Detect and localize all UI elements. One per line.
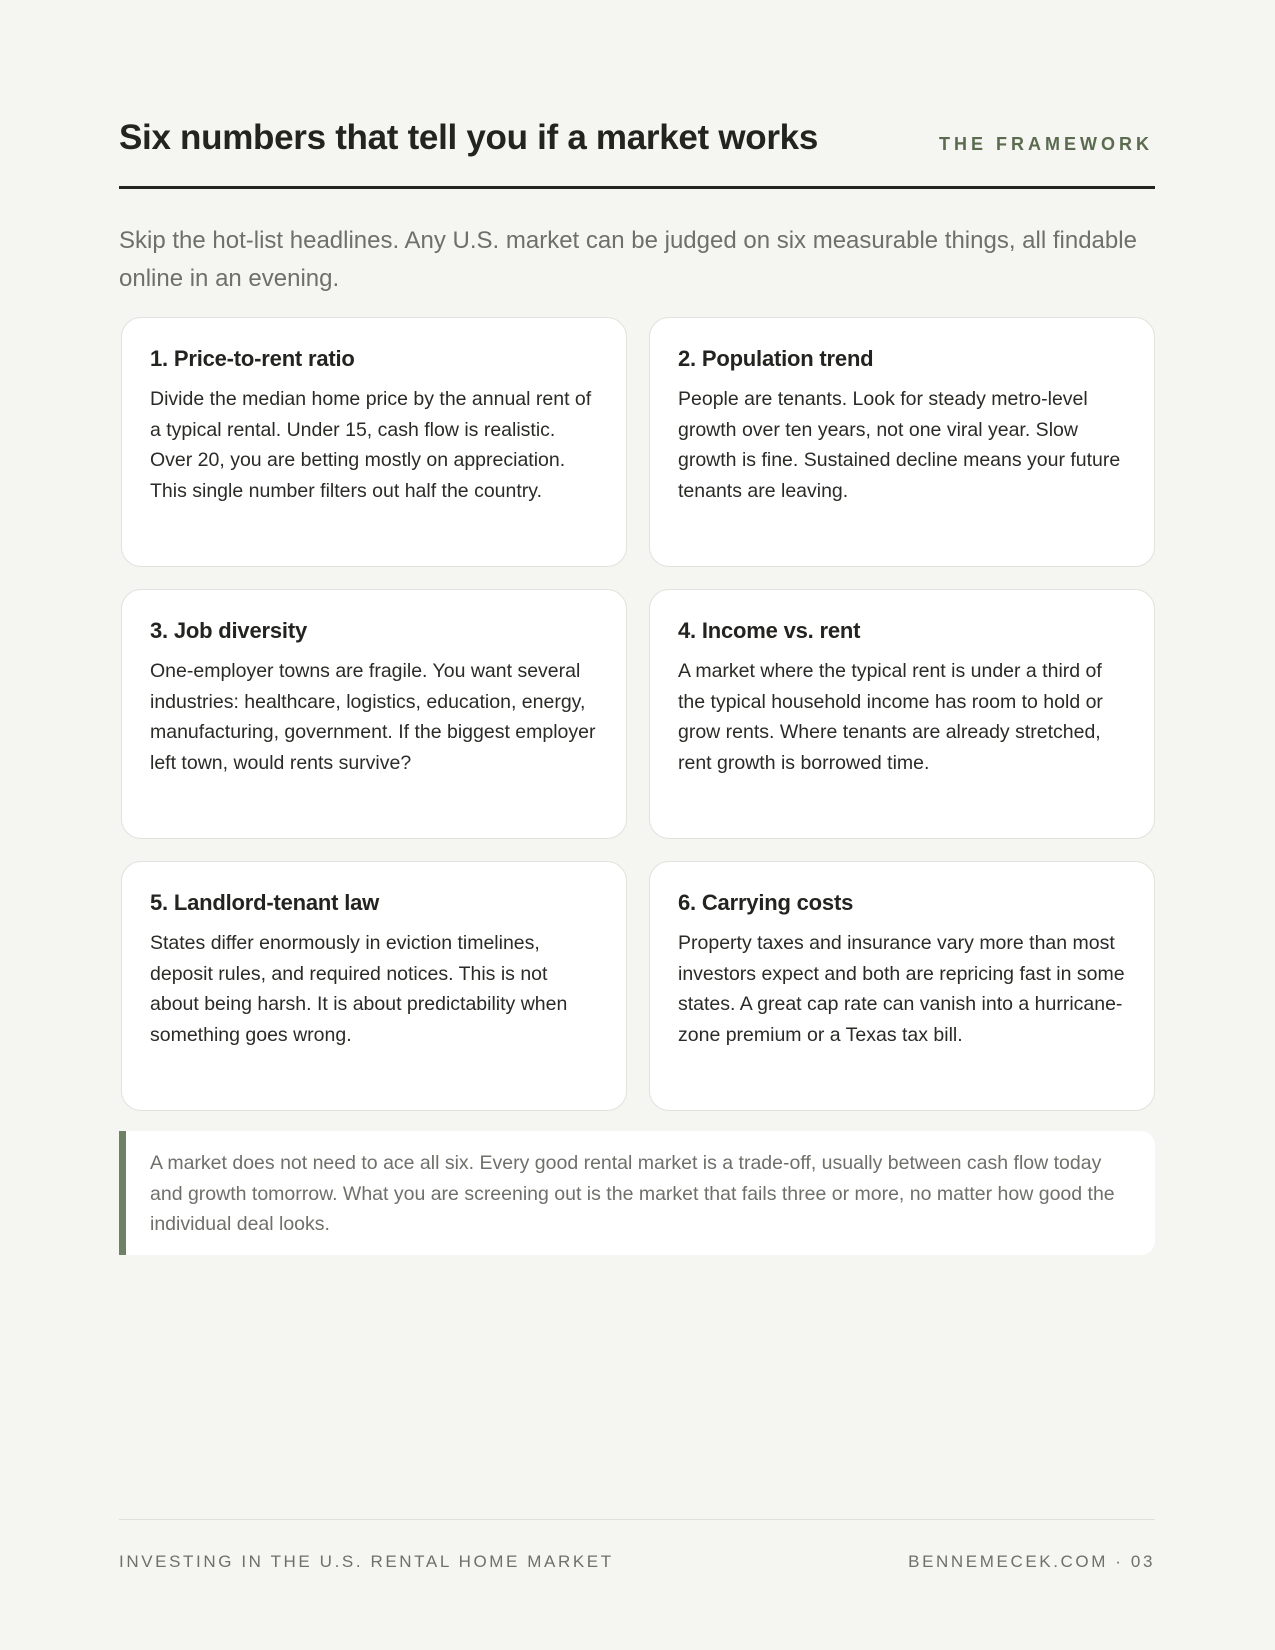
footer-publication: INVESTING IN THE U.S. RENTAL HOME MARKET bbox=[119, 1552, 614, 1571]
section-eyebrow: THE FRAMEWORK bbox=[939, 134, 1153, 154]
card-body: People are tenants. Look for steady metro-level growth over ten years, not one viral year. Slow growth is fine. Sustained decline means your future tenants are leaving. bbox=[678, 388, 1121, 502]
card-title: 5. Landlord-tenant law bbox=[150, 890, 380, 915]
card-title: 1. Price-to-rent ratio bbox=[150, 346, 355, 371]
card-landlord-tenant-law bbox=[121, 861, 627, 1111]
framework-card-grid bbox=[121, 317, 1155, 1111]
card-body: A market where the typical rent is under a third of the typical household income has room to hold or grow rents. Where tenants are already stretched, rent growth is borrowed time. bbox=[678, 660, 1103, 774]
card-title: 4. Income vs. rent bbox=[678, 618, 861, 643]
card-price-to-rent bbox=[121, 317, 627, 567]
callout-text: A market does not need to ace all six. Every good rental market is a trade-off, usually between cash flow today and growth tomorrow. What you are screening out is the market that fails three or more, no matter how good the individual deal looks. bbox=[150, 1152, 1115, 1235]
card-body: States differ enormously in eviction timelines, deposit rules, and required notices. This is not about being harsh. It is about predictability when something goes wrong. bbox=[150, 932, 568, 1046]
card-title: 3. Job diversity bbox=[150, 618, 307, 643]
card-title: 6. Carrying costs bbox=[678, 890, 854, 915]
card-carrying-costs bbox=[649, 861, 1155, 1111]
page-header bbox=[119, 112, 1155, 189]
callout-note bbox=[119, 1131, 1155, 1255]
card-body: Divide the median home price by the annual rent of a typical rental. Under 15, cash flow is realistic. Over 20, you are betting mostly on appreciation. This single number filters out half the country. bbox=[150, 388, 592, 502]
footer-site-page-number: BENNEMECEK.COM · 03 bbox=[908, 1552, 1155, 1571]
card-body: Property taxes and insurance vary more than most investors expect and both are repricing fast in some states. A great cap rate can vanish into a hurricane-zone premium or a Texas tax bill. bbox=[678, 932, 1125, 1046]
card-income-vs-rent bbox=[649, 589, 1155, 839]
card-title: 2. Population trend bbox=[678, 346, 874, 371]
page-title: Six numbers that tell you if a market works bbox=[119, 118, 818, 157]
card-population-trend bbox=[649, 317, 1155, 567]
page-footer bbox=[119, 1519, 1155, 1570]
card-body: One-employer towns are fragile. You want several industries: healthcare, logistics, education, energy, manufacturing, government. If the biggest employer left town, would rents survive? bbox=[150, 660, 596, 774]
page bbox=[119, 0, 1155, 1650]
lead-paragraph: Skip the hot-list headlines. Any U.S. market can be judged on six measurable things, all findable online in an evening. bbox=[119, 227, 1137, 292]
card-job-diversity bbox=[121, 589, 627, 839]
